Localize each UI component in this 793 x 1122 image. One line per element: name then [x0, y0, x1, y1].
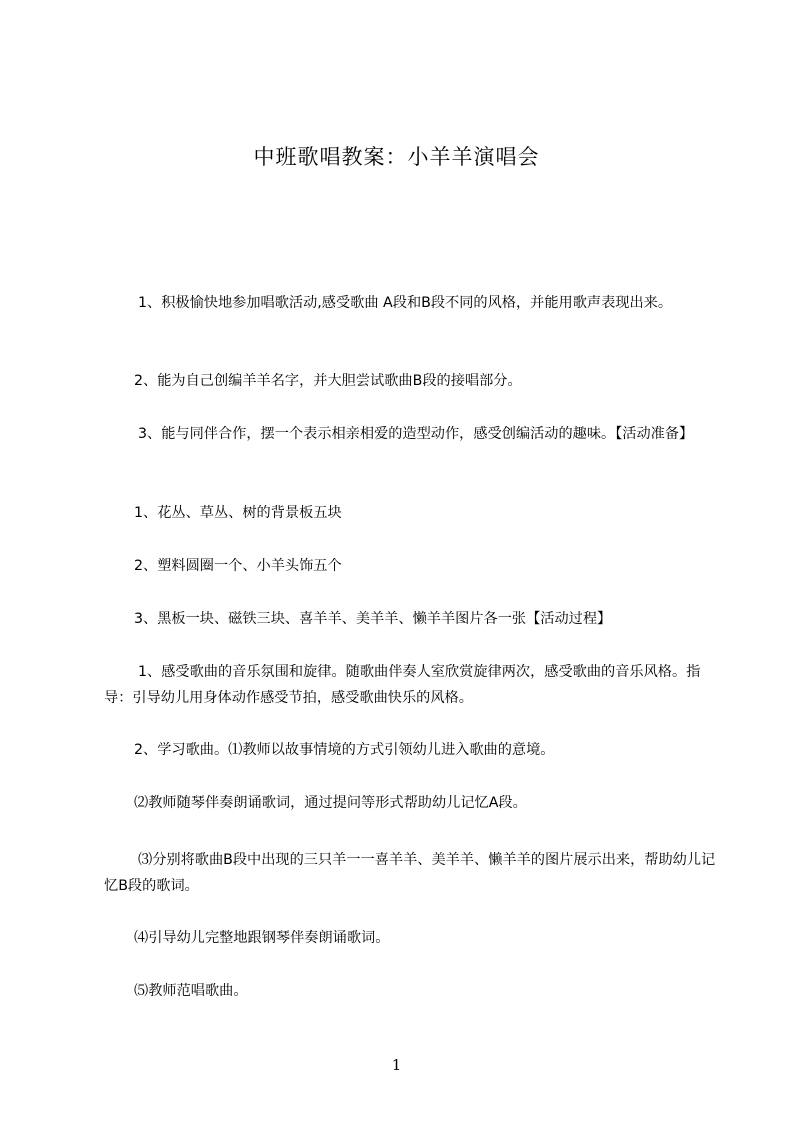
document-title: 中班歌唱教案：小羊羊演唱会 — [253, 145, 540, 169]
paragraph-objective-3: 3、能与同伴合作，摆一个表示相亲相爱的造型动作，感受创编活动的趣味。【活动准备】 — [138, 426, 694, 442]
paragraph-objective-2: 2、能为自己创编羊羊名字，并大胆尝试歌曲B段的接唱部分。 — [134, 373, 522, 389]
paragraph-preparation-2: 2、塑料圆圈一个、小羊头饰五个 — [134, 558, 342, 574]
paragraph-process-2-step-4: ⑷引导幼儿完整地跟钢琴伴奏朗诵歌词。 — [134, 930, 390, 946]
paragraph-process-1: 1、感受歌曲的音乐氛围和旋律。随歌曲伴奏人室欣赏旋律两次，感受歌曲的音乐风格。指导：引导幼儿用身体动作感受节拍，感受歌曲快乐的风格。 — [104, 664, 701, 706]
paragraph-preparation-3: 3、黑板一块、磁铁三块、喜羊羊、美羊羊、懒羊羊图片各一张【活动过程】 — [134, 611, 612, 627]
paragraph-process-2-step-3: ⑶分别将歌曲B段中出现的三只羊一一喜羊羊、美羊羊、懒羊羊的图片展示出来，帮助幼儿记忆B段的歌词。 — [104, 852, 716, 894]
paragraph-objective-1: 1、积极愉快地参加唱歌活动,感受歌曲 A段和B段不同的风格，并能用歌声表现出来。 — [138, 295, 673, 311]
paragraph-process-2: 2、学习歌曲。⑴教师以故事情境的方式引领幼儿进入歌曲的意境。 — [134, 742, 555, 758]
page-number: 1 — [391, 1056, 402, 1074]
paragraph-preparation-1: 1、花丛、草丛、树的背景板五块 — [134, 505, 342, 521]
paragraph-process-2-step-5: ⑸教师范唱歌曲。 — [134, 983, 248, 999]
paragraph-process-2-step-2: ⑵教师随琴伴奏朗诵歌词，通过提问等形式帮助幼儿记忆A段。 — [134, 795, 527, 811]
